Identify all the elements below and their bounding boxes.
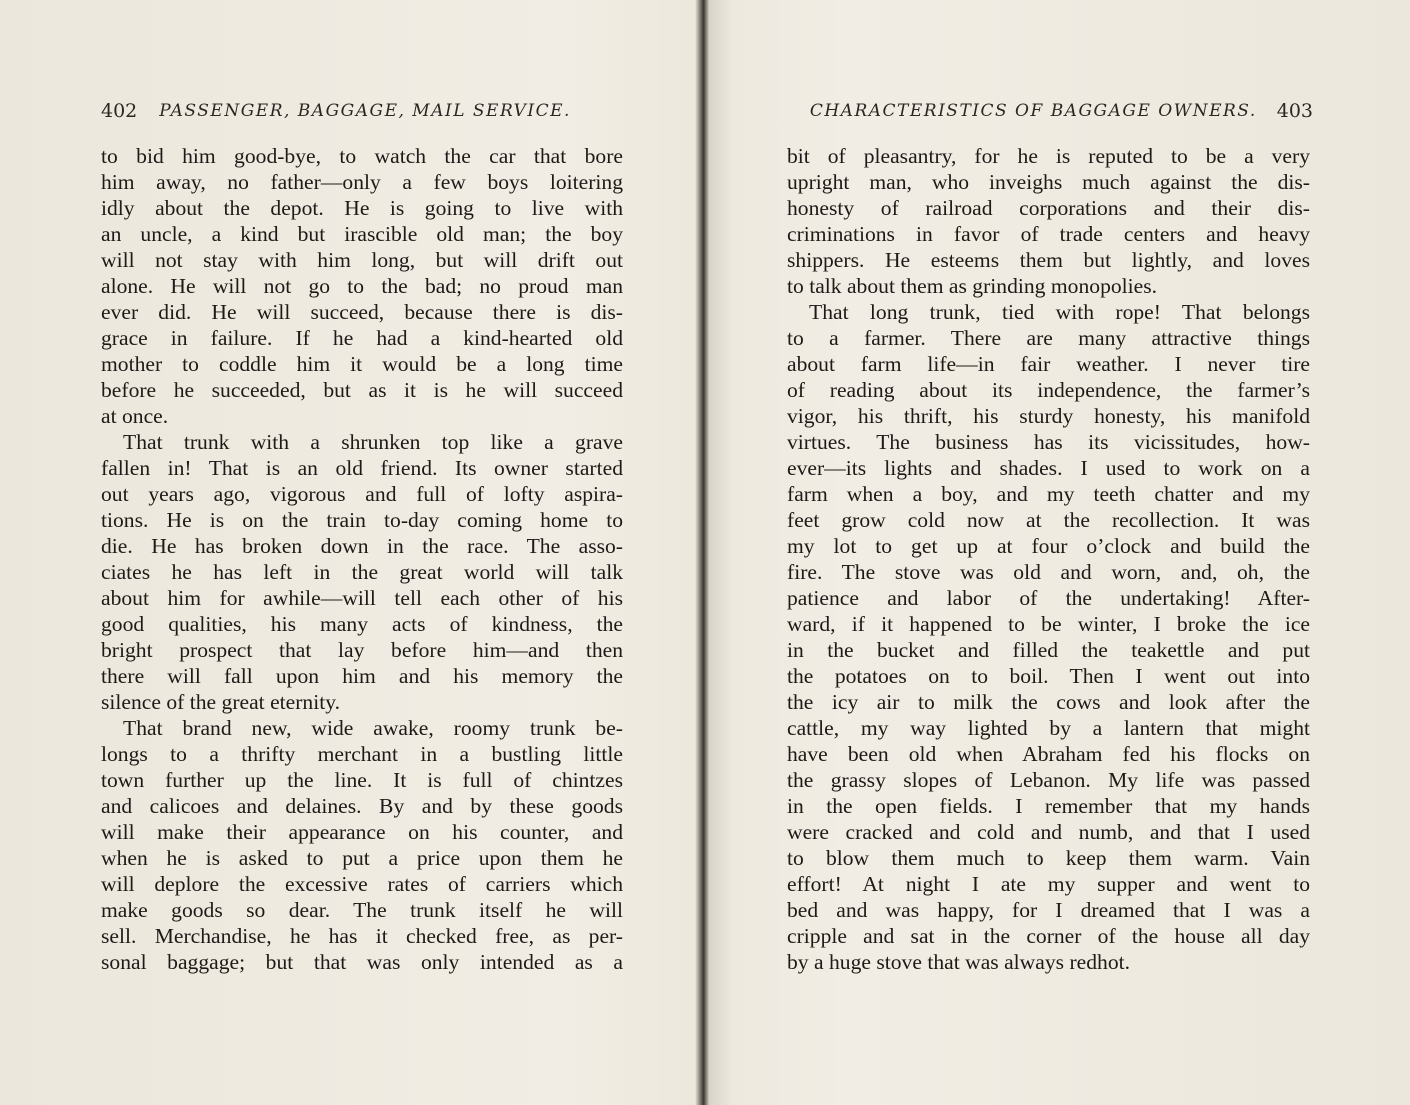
text-line: to bid him good-bye, to watch the car that bore xyxy=(101,144,623,168)
text-line: vigor, his thrift, his sturdy honesty, his manifold xyxy=(787,404,1310,428)
text-line: idly about the depot. He is going to live with xyxy=(101,196,623,220)
text-line: out years ago, vigorous and full of lofty aspira- xyxy=(101,482,623,506)
text-line: criminations in favor of trade centers and heavy xyxy=(787,222,1310,246)
text-line: bright prospect that lay before him—and then xyxy=(101,638,623,662)
text-line: fallen in! That is an old friend. Its owner started xyxy=(101,456,623,480)
text-line: him away, no father—only a few boys loitering xyxy=(101,170,623,194)
text-line: before he succeeded, but as it is he will succeed xyxy=(101,378,623,402)
text-line: farm when a boy, and my teeth chatter and my xyxy=(787,482,1310,506)
text-line: shippers. He esteems them but lightly, and loves xyxy=(787,248,1310,272)
text-line: ward, if it happened to be winter, I broke the ice xyxy=(787,612,1310,636)
text-line: the grassy slopes of Lebanon. My life was passed xyxy=(787,768,1310,792)
text-line: patience and labor of the undertaking! After- xyxy=(787,586,1310,610)
text-line: were cracked and cold and numb, and that I used xyxy=(787,820,1310,844)
text-line: to talk about them as grinding monopolies. xyxy=(787,274,1158,298)
text-line: tions. He is on the train to-day coming home to xyxy=(101,508,623,532)
text-line: by a huge stove that was always redhot. xyxy=(787,950,1131,974)
text-line: good qualities, his many acts of kindness, the xyxy=(101,612,623,636)
text-line: mother to coddle him it would be a long time xyxy=(101,352,623,376)
text-line: will make their appearance on his counter, and xyxy=(101,820,623,844)
text-line: town further up the line. It is full of chintzes xyxy=(101,768,623,792)
text-line: my lot to get up at four o’clock and build the xyxy=(787,534,1310,558)
page-number: 402 xyxy=(101,100,138,122)
text-line: to blow them much to keep them warm. Vain xyxy=(787,846,1310,870)
text-line: and calicoes and delaines. By and by these goods xyxy=(101,794,623,818)
text-line: grace in failure. If he had a kind-hearted old xyxy=(101,326,623,350)
text-line: effort! At night I ate my supper and went to xyxy=(787,872,1310,896)
text-line: bit of pleasantry, for he is reputed to be a very xyxy=(787,144,1310,168)
text-line: die. He has broken down in the race. The asso- xyxy=(101,534,623,558)
text-line: silence of the great eternity. xyxy=(101,690,341,714)
text-line: sonal baggage; but that was only intended as a xyxy=(101,950,623,974)
running-head xyxy=(809,96,1313,126)
text-line: sell. Merchandise, he has it checked free, as per- xyxy=(101,924,623,948)
text-line: That long trunk, tied with rope! That belongs xyxy=(809,300,1310,324)
text-line: ever did. He will succeed, because there is dis- xyxy=(101,300,623,324)
text-line: will deplore the excessive rates of carriers which xyxy=(101,872,623,896)
text-line: the icy air to milk the cows and look after the xyxy=(787,690,1310,714)
text-line: cattle, my way lighted by a lantern that might xyxy=(787,716,1310,740)
text-line: ever—its lights and shades. I used to work on a xyxy=(787,456,1310,480)
text-line: there will fall upon him and his memory the xyxy=(101,664,623,688)
text-line: honesty of railroad corporations and their dis- xyxy=(787,196,1310,220)
text-line: make goods so dear. The trunk itself he will xyxy=(101,898,623,922)
text-line: the potatoes on to boil. Then I went out into xyxy=(787,664,1310,688)
text-line: feet grow cold now at the recollection. It was xyxy=(787,508,1310,532)
text-line: at once. xyxy=(101,404,169,428)
text-line: virtues. The business has its vicissitudes, how- xyxy=(787,430,1310,454)
text-line: about him for awhile—will tell each other of his xyxy=(101,586,623,610)
text-line: will not stay with him long, but will drift out xyxy=(101,248,623,272)
text-line: of reading about its independence, the farmer’s xyxy=(787,378,1310,402)
text-line: when he is asked to put a price upon them he xyxy=(101,846,623,870)
text-line: cripple and sat in the corner of the house all day xyxy=(787,924,1310,948)
text-line: alone. He will not go to the bad; no proud man xyxy=(101,274,623,298)
text-line: in the open fields. I remember that my hands xyxy=(787,794,1310,818)
text-line: ciates he has left in the great world will talk xyxy=(101,560,623,584)
running-title: CHARACTERISTICS OF BAGGAGE OWNERS. xyxy=(809,101,1257,121)
text-line: about farm life—in fair weather. I never tire xyxy=(787,352,1310,376)
left-page xyxy=(0,0,704,1105)
running-head xyxy=(101,96,626,126)
right-page xyxy=(706,0,1410,1105)
body-text xyxy=(101,143,623,975)
running-title: PASSENGER, BAGGAGE, MAIL SERVICE. xyxy=(159,101,571,121)
text-line: That trunk with a shrunken top like a grave xyxy=(123,430,623,454)
text-line: bed and was happy, for I dreamed that I was a xyxy=(787,898,1310,922)
text-line: longs to a thrifty merchant in a bustling little xyxy=(101,742,623,766)
text-line: an uncle, a kind but irascible old man; the boy xyxy=(101,222,623,246)
page-number: 403 xyxy=(1276,100,1313,122)
text-line: That brand new, wide awake, roomy trunk be- xyxy=(123,716,623,740)
text-line: have been old when Abraham fed his flocks on xyxy=(787,742,1310,766)
text-line: fire. The stove was old and worn, and, oh, the xyxy=(787,560,1310,584)
text-line: in the bucket and filled the teakettle and put xyxy=(787,638,1310,662)
text-line: upright man, who inveighs much against the dis- xyxy=(787,170,1310,194)
text-line: to a farmer. There are many attractive things xyxy=(787,326,1310,350)
body-text xyxy=(787,143,1310,975)
